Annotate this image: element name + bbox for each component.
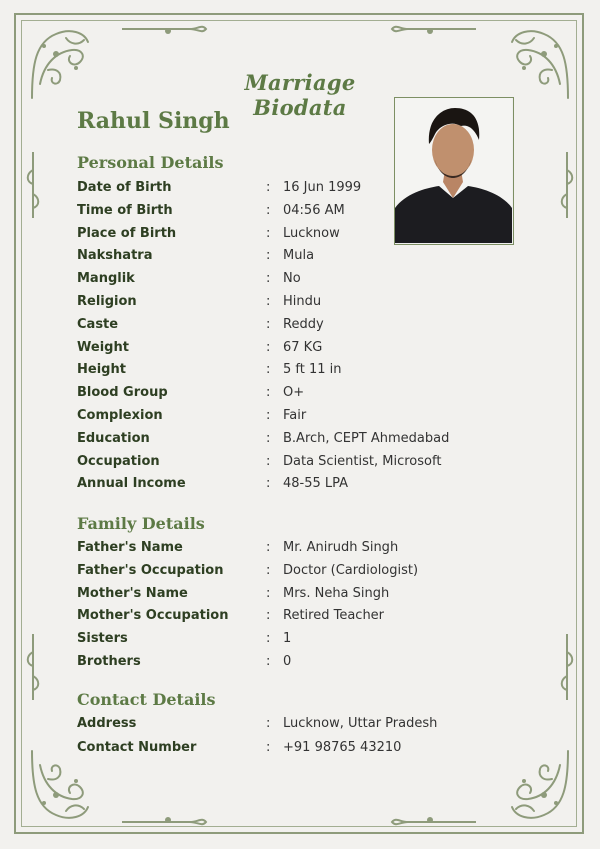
detail-row — [77, 631, 517, 651]
detail-label: Mother's Name — [77, 585, 188, 601]
detail-separator: : — [266, 540, 271, 555]
detail-label: Contact Number — [77, 740, 197, 755]
detail-label: Annual Income — [77, 476, 186, 492]
detail-label: Blood Group — [77, 385, 168, 401]
section-personal-details: Personal Details — [77, 153, 224, 172]
detail-row — [77, 226, 517, 246]
side-flourish-icon — [556, 150, 578, 220]
detail-value: 0 — [283, 654, 292, 669]
detail-row — [77, 608, 517, 628]
detail-row — [77, 476, 517, 496]
detail-value: 1 — [283, 631, 292, 647]
side-flourish-icon — [556, 632, 578, 702]
detail-label: Weight — [77, 339, 129, 355]
top-edge-flourish-icon — [388, 21, 478, 41]
detail-label: Father's Name — [77, 540, 183, 555]
detail-label: Mother's Occupation — [77, 608, 229, 624]
detail-row — [77, 586, 517, 606]
detail-separator: : — [266, 430, 271, 446]
detail-row — [77, 408, 517, 428]
detail-value: Hindu — [283, 294, 322, 309]
detail-row — [77, 540, 517, 560]
detail-value: Mrs. Neha Singh — [283, 585, 390, 601]
detail-row — [77, 431, 517, 451]
detail-value: Lucknow, Uttar Pradesh — [283, 716, 438, 731]
detail-value: Doctor (Cardiologist) — [283, 562, 419, 578]
detail-row — [77, 454, 517, 474]
detail-separator: : — [266, 608, 271, 624]
detail-separator: : — [266, 316, 271, 332]
side-flourish-icon — [22, 632, 44, 702]
corner-flourish-icon — [494, 24, 574, 104]
bottom-edge-flourish-icon — [388, 810, 478, 830]
detail-row — [77, 385, 517, 405]
detail-separator: : — [266, 408, 271, 423]
detail-row — [77, 654, 517, 674]
detail-value: Mula — [283, 248, 315, 264]
detail-value: Retired Teacher — [283, 608, 385, 624]
detail-separator: : — [266, 362, 271, 378]
detail-label: Sisters — [77, 631, 128, 647]
detail-separator: : — [266, 202, 271, 218]
detail-value: Reddy — [283, 316, 324, 332]
detail-value: +91 98765 43210 — [283, 740, 402, 755]
detail-row — [77, 248, 517, 268]
detail-separator: : — [266, 453, 271, 469]
corner-flourish-icon — [26, 24, 106, 104]
detail-value: O+ — [283, 385, 305, 401]
detail-label: Place of Birth — [77, 225, 177, 241]
detail-value: Mr. Anirudh Singh — [283, 540, 399, 555]
detail-label: Caste — [77, 316, 119, 332]
candidate-name: Rahul Singh — [77, 108, 230, 134]
detail-row — [77, 716, 517, 736]
detail-label: Height — [77, 362, 126, 378]
detail-row — [77, 317, 517, 337]
detail-label: Nakshatra — [77, 248, 153, 264]
detail-separator: : — [266, 585, 271, 601]
detail-value: Fair — [283, 408, 307, 423]
detail-value: No — [283, 271, 301, 287]
detail-separator: : — [266, 271, 271, 287]
detail-label: Date of Birth — [77, 180, 172, 195]
detail-label: Manglik — [77, 271, 135, 287]
top-edge-flourish-icon — [120, 21, 210, 41]
detail-value: 04:56 AM — [283, 202, 345, 218]
detail-separator: : — [266, 716, 271, 731]
detail-separator: : — [266, 225, 271, 241]
detail-label: Father's Occupation — [77, 562, 224, 578]
detail-separator: : — [266, 339, 271, 355]
section-contact-details: Contact Details — [77, 690, 216, 709]
detail-separator: : — [266, 562, 271, 578]
detail-value: 48-55 LPA — [283, 476, 349, 492]
detail-label: Time of Birth — [77, 202, 173, 218]
detail-label: Occupation — [77, 453, 160, 469]
detail-label: Religion — [77, 294, 137, 309]
document-title: Marriage Biodata — [244, 70, 356, 120]
detail-separator: : — [266, 180, 271, 195]
section-family-details: Family Details — [77, 514, 205, 533]
detail-value: Lucknow — [283, 225, 340, 241]
detail-label: Education — [77, 430, 150, 446]
detail-separator: : — [266, 740, 271, 755]
detail-row — [77, 362, 517, 382]
detail-row — [77, 294, 517, 314]
profile-photo — [394, 97, 514, 245]
detail-separator: : — [266, 248, 271, 264]
detail-value: 16 Jun 1999 — [283, 180, 362, 195]
detail-row — [77, 740, 517, 760]
side-flourish-icon — [22, 150, 44, 220]
detail-value: Data Scientist, Microsoft — [283, 453, 442, 469]
bottom-edge-flourish-icon — [120, 810, 210, 830]
detail-value: 5 ft 11 in — [283, 362, 342, 378]
detail-label: Complexion — [77, 408, 163, 423]
detail-value: 67 KG — [283, 339, 323, 355]
detail-separator: : — [266, 385, 271, 401]
detail-separator: : — [266, 476, 271, 492]
detail-row — [77, 563, 517, 583]
detail-row — [77, 271, 517, 291]
detail-label: Address — [77, 716, 137, 731]
detail-row — [77, 203, 517, 223]
detail-separator: : — [266, 294, 271, 309]
detail-value: B.Arch, CEPT Ahmedabad — [283, 430, 450, 446]
detail-label: Brothers — [77, 654, 141, 669]
detail-separator: : — [266, 654, 271, 669]
detail-separator: : — [266, 631, 271, 647]
detail-row — [77, 180, 517, 200]
detail-row — [77, 340, 517, 360]
